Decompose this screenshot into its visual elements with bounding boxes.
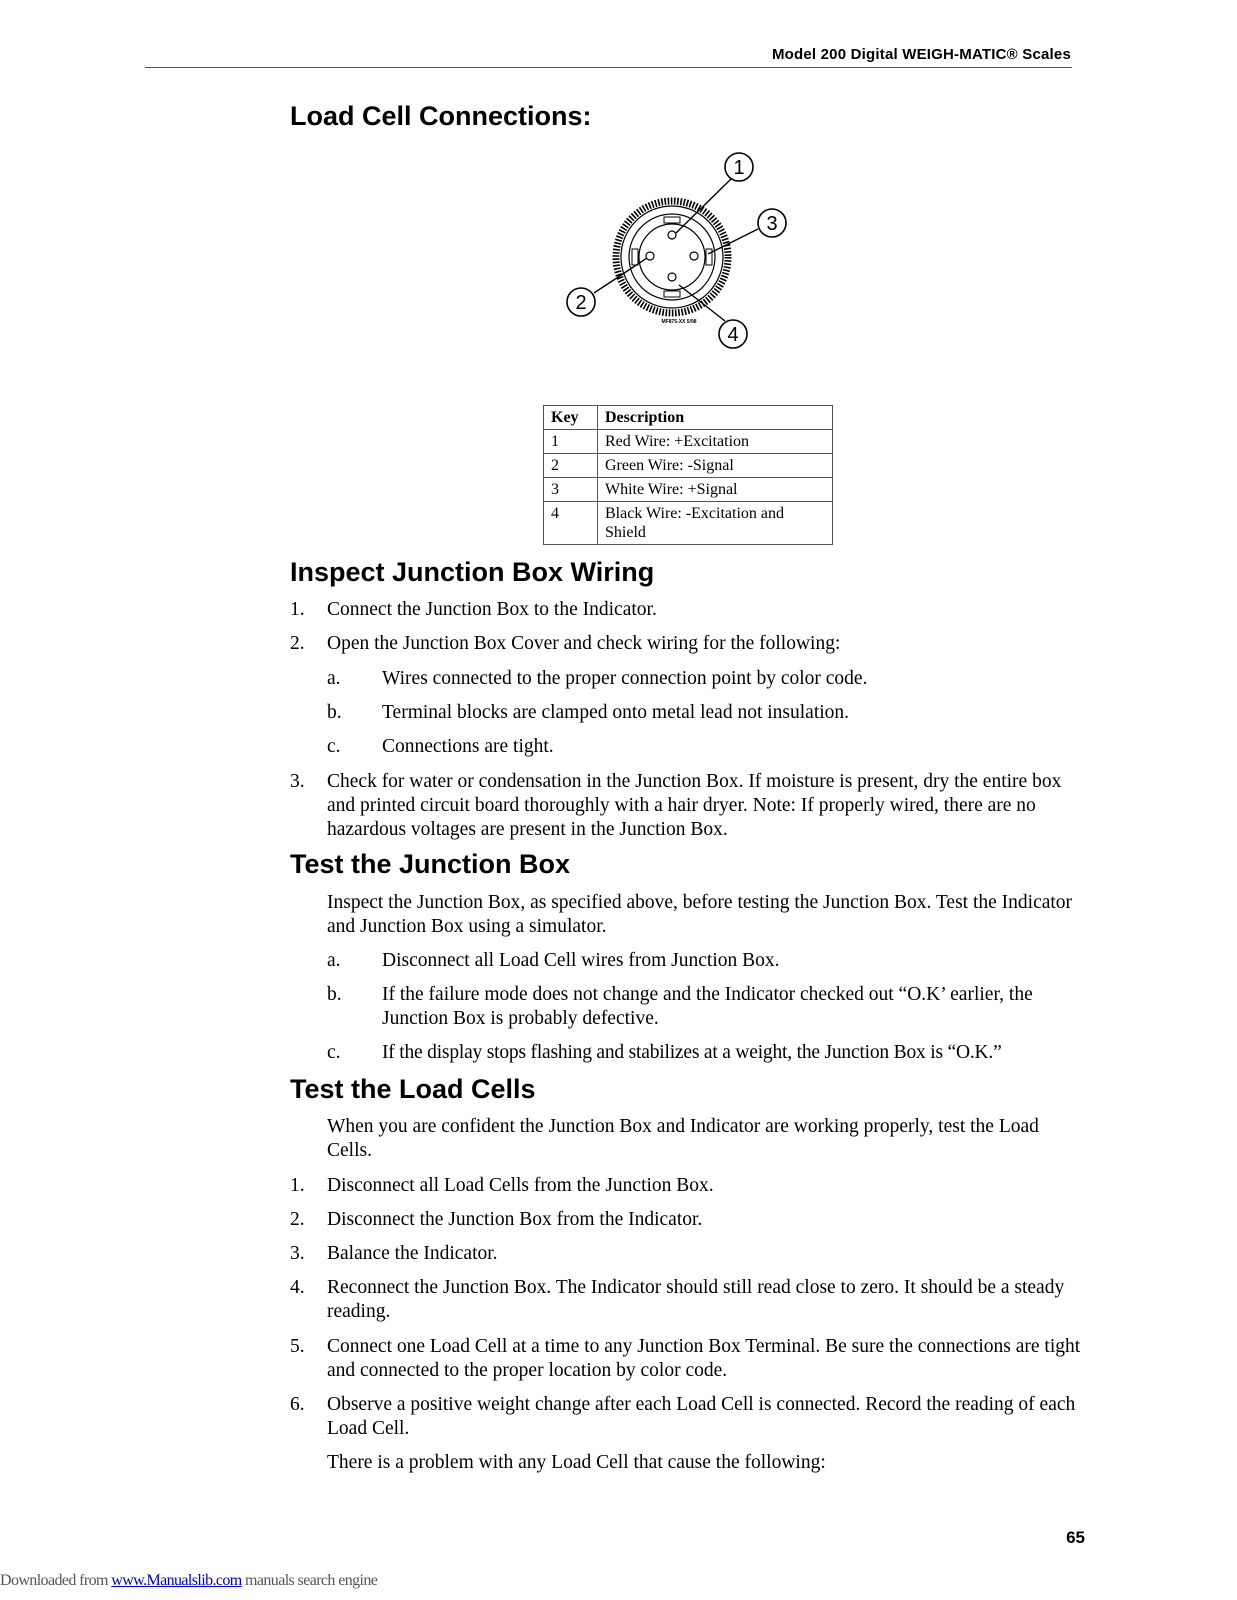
pin-3 [690, 252, 698, 260]
list-item: Observe a positive weight change after each Load Cell is connected. Record the reading of each Load Cell. [327, 1394, 1076, 1439]
callout-1 [725, 153, 753, 181]
table-row [544, 454, 833, 478]
table-cell-key: 3 [544, 478, 598, 502]
list-item-number: 3. [290, 771, 305, 792]
sub-item: Terminal blocks are clamped onto metal lead not insulation. [382, 702, 850, 723]
callout-4 [719, 320, 747, 348]
table-cell-description: White Wire: +Signal [598, 478, 833, 502]
pin-1 [668, 231, 676, 239]
pin-4 [668, 273, 676, 281]
callout-3 [758, 209, 786, 237]
sub-item-letter: a. [327, 668, 341, 689]
svg-text:1: 1 [733, 157, 745, 179]
list-item: Disconnect all Load Cells from the Junction Box. [327, 1175, 714, 1196]
list-item: Check for water or condensation in the Junction Box. If moisture is present, dry the entire box and printed circuit board thoroughly with a hair dryer. Note: If properly wired, there are no hazardous voltages are present in the Junction Box. [327, 771, 1062, 840]
footer-suffix: manuals search engine [241, 1572, 378, 1589]
list-item: Balance the Indicator. [327, 1243, 498, 1264]
section-intro: When you are confident the Junction Box and Indicator are working properly, test the Load Cells. [327, 1116, 1039, 1161]
sub-item-letter: b. [327, 984, 342, 1005]
footer-prefix: Downloaded from [0, 1572, 112, 1589]
closing-text: There is a problem with any Load Cell that cause the following: [327, 1452, 826, 1473]
table-cell-key: 4 [544, 502, 598, 545]
svg-text:2: 2 [575, 292, 587, 314]
manualslib-link[interactable]: www.Manualslib.com [111, 1572, 242, 1589]
list-item: Connect the Junction Box to the Indicator. [327, 599, 657, 620]
table-cell-key: 1 [544, 430, 598, 454]
connector-body [616, 201, 728, 313]
list-item: Connect one Load Cell at a time to any Junction Box Terminal. Be sure the connections are tight and connected to the proper location by color code. [327, 1336, 1081, 1381]
list-item-number: 2. [290, 1209, 305, 1230]
page-number: 65 [1066, 1528, 1085, 1547]
sub-item-letter: a. [327, 950, 341, 971]
callout-2 [567, 288, 595, 316]
connector-diagram [560, 145, 820, 355]
download-footer [0, 1572, 377, 1590]
sub-item: If the failure mode does not change and the Indicator checked out “O.K’ earlier, the Junction Box is probably defective. [382, 984, 1033, 1029]
sub-item: Connections are tight. [382, 736, 554, 757]
section-title-test-load-cells: Test the Load Cells [290, 1074, 536, 1104]
table-row [544, 502, 833, 545]
sub-item: Disconnect all Load Cell wires from Junction Box. [382, 950, 780, 971]
sub-item: If the display stops flashing and stabilizes at a weight, the Junction Box is “O.K.” [382, 1042, 1002, 1063]
list-item-number: 1. [290, 1175, 305, 1196]
svg-text:4: 4 [727, 324, 739, 346]
sub-item: Wires connected to the proper connection point by color code. [382, 668, 868, 689]
table-cell-description: Green Wire: -Signal [598, 454, 833, 478]
table-row [544, 478, 833, 502]
list-item-number: 1. [290, 599, 305, 620]
pin-2 [646, 252, 654, 260]
list-item: Reconnect the Junction Box. The Indicator should still read close to zero. It should be a steady reading. [327, 1277, 1065, 1322]
list-item-number: 2. [290, 633, 305, 654]
key-description-table [543, 405, 833, 545]
list-item-number: 4. [290, 1277, 305, 1298]
table-cell-description: Red Wire: +Excitation [598, 430, 833, 454]
header-rule [145, 67, 1072, 68]
sub-item-letter: c. [327, 1042, 341, 1063]
running-header: Model 200 Digital WEIGH-MATIC® Scales [771, 46, 1071, 63]
table-row [544, 430, 833, 454]
section-intro: Inspect the Junction Box, as specified above, before testing the Junction Box. Test the Indicator and Junction Box using a simulator. [327, 892, 1073, 937]
section-title-load-cell-connections: Load Cell Connections: [290, 101, 592, 131]
list-item-number: 5. [290, 1336, 305, 1357]
section-title-inspect-wiring: Inspect Junction Box Wiring [290, 557, 655, 587]
table-header-key: Key [544, 406, 598, 430]
list-item: Disconnect the Junction Box from the Indicator. [327, 1209, 703, 1230]
table-header-row [544, 406, 833, 430]
sub-item-letter: c. [327, 736, 341, 757]
table-header-description: Description [598, 406, 833, 430]
diagram-part-number: MF875-XX 5/98 [661, 319, 697, 325]
table-cell-key: 2 [544, 454, 598, 478]
list-item-number: 3. [290, 1243, 305, 1264]
svg-text:3: 3 [766, 213, 778, 235]
table-cell-description: Black Wire: -Excitation and Shield [598, 502, 833, 545]
section-title-test-junction-box: Test the Junction Box [290, 849, 571, 879]
list-item-number: 6. [290, 1394, 305, 1415]
list-item: Open the Junction Box Cover and check wiring for the following: [327, 633, 841, 654]
sub-item-letter: b. [327, 702, 342, 723]
